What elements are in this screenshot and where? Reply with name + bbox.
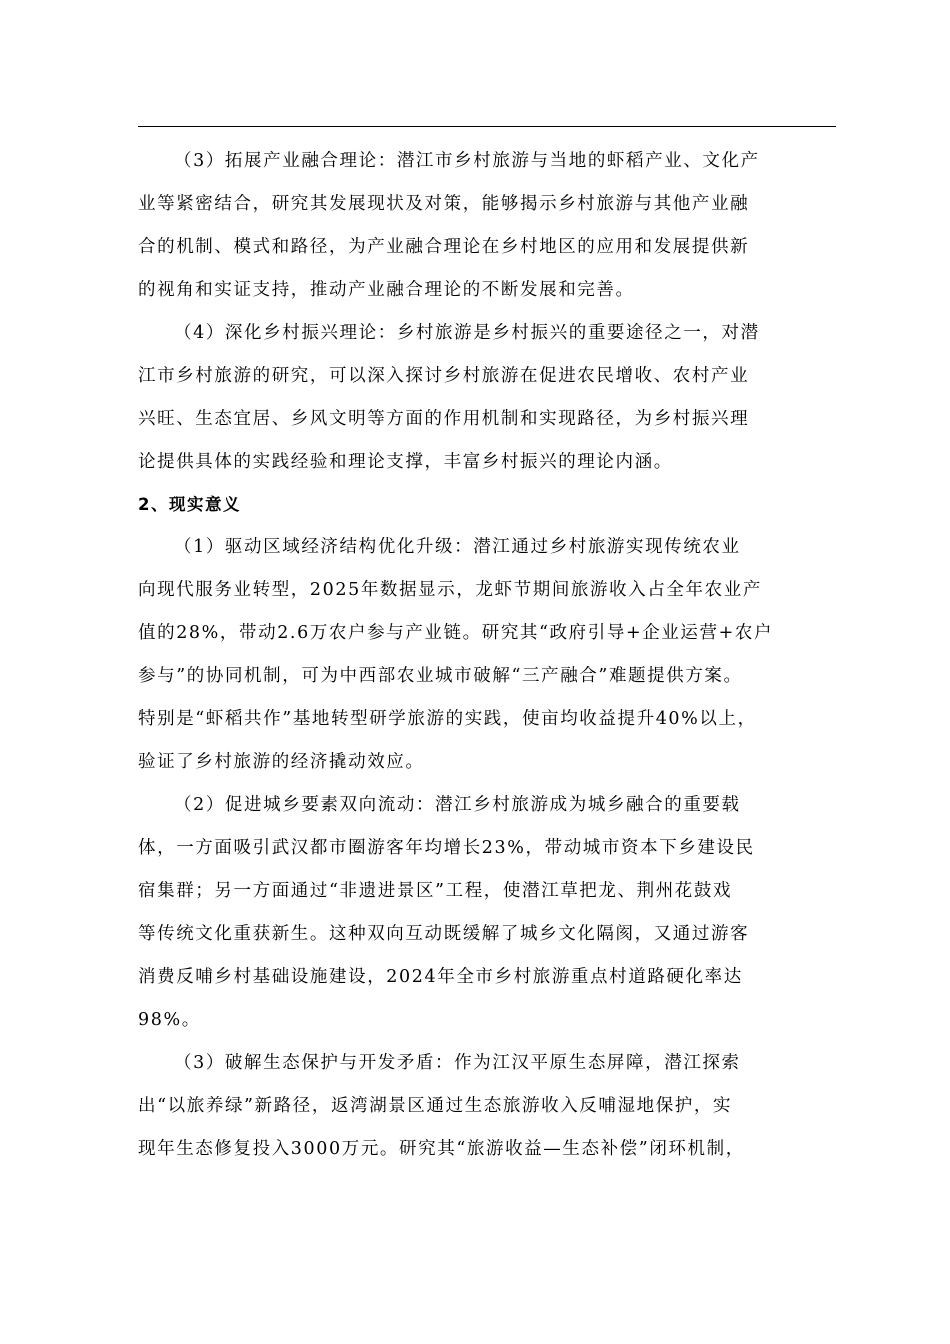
text-line: 等传统文化重获新生。这种双向互动既缓解了城乡文化隔阂，又通过游客 bbox=[138, 924, 750, 944]
text-line: （3）拓展产业融合理论：潜江市乡村旅游与当地的虾稻产业、文化产 bbox=[174, 151, 760, 171]
text-line: 值的28%，带动2.6万农户参与产业链。研究其“政府引导+企业运营+农户 bbox=[138, 623, 774, 643]
text-line: （1）驱动区域经济结构优化升级：潜江通过乡村旅游实现传统农业 bbox=[174, 537, 741, 557]
document-body bbox=[138, 140, 850, 1171]
text-line: 参与”的协同机制，可为中西部农业城市破解“三产融合”难题提供方案。 bbox=[138, 666, 743, 686]
text-line: 消费反哺乡村基础设施建设，2024年全市乡村旅游重点村道路硬化率达 bbox=[138, 967, 743, 987]
text-line: （2）促进城乡要素双向流动：潜江乡村旅游成为城乡融合的重要载 bbox=[174, 795, 741, 815]
text-line: 兴旺、生态宜居、乡风文明等方面的作用机制和实现路径，为乡村振兴理 bbox=[138, 409, 750, 429]
paragraph-practical-3 bbox=[138, 1042, 850, 1171]
section-heading: 2、现实意义 bbox=[138, 495, 241, 514]
paragraph-theory-3 bbox=[138, 140, 850, 312]
text-line: （4）深化乡村振兴理论：乡村旅游是乡村振兴的重要途径之一，对潜 bbox=[174, 323, 760, 343]
paragraph-practical-2 bbox=[138, 784, 850, 1042]
text-line: 体，一方面吸引武汉都市圈游客年均增长23%，带动城市资本下乡建设民 bbox=[138, 838, 755, 858]
text-line: 的视角和实证支持，推动产业融合理论的不断发展和完善。 bbox=[138, 280, 635, 300]
paragraph-theory-4 bbox=[138, 312, 850, 484]
text-line: 合的机制、模式和路径，为产业融合理论在乡村地区的应用和发展提供新 bbox=[138, 237, 750, 257]
text-line: 宿集群；另一方面通过“非遗进景区”工程，使潜江草把龙、荆州花鼓戏 bbox=[138, 881, 733, 901]
text-line: 现年生态修复投入3000万元。研究其“旅游收益—生态补偿”闭环机制， bbox=[138, 1139, 745, 1159]
text-line: 特别是“虾稻共作”基地转型研学旅游的实践，使亩均收益提升40%以上， bbox=[138, 709, 757, 729]
text-line: 验证了乡村旅游的经济撬动效应。 bbox=[138, 752, 425, 772]
text-line: 江市乡村旅游的研究，可以深入探讨乡村旅游在促进农民增收、农村产业 bbox=[138, 366, 750, 386]
text-line: 98%。 bbox=[138, 1010, 201, 1030]
text-line: 向现代服务业转型，2025年数据显示，龙虾节期间旅游收入占全年农业产 bbox=[138, 580, 762, 600]
header-rule bbox=[138, 126, 836, 127]
text-line: （3）破解生态保护与开发矛盾：作为江汉平原生态屏障，潜江探索 bbox=[174, 1053, 741, 1073]
text-line: 业等紧密结合，研究其发展现状及对策，能够揭示乡村旅游与其他产业融 bbox=[138, 194, 750, 214]
paragraph-practical-1 bbox=[138, 526, 850, 784]
text-line: 出“以旅养绿”新路径，返湾湖景区通过生态旅游收入反哺湿地保护，实 bbox=[138, 1096, 733, 1116]
text-line: 论提供具体的实践经验和理论支撑，丰富乡村振兴的理论内涵。 bbox=[138, 452, 673, 472]
